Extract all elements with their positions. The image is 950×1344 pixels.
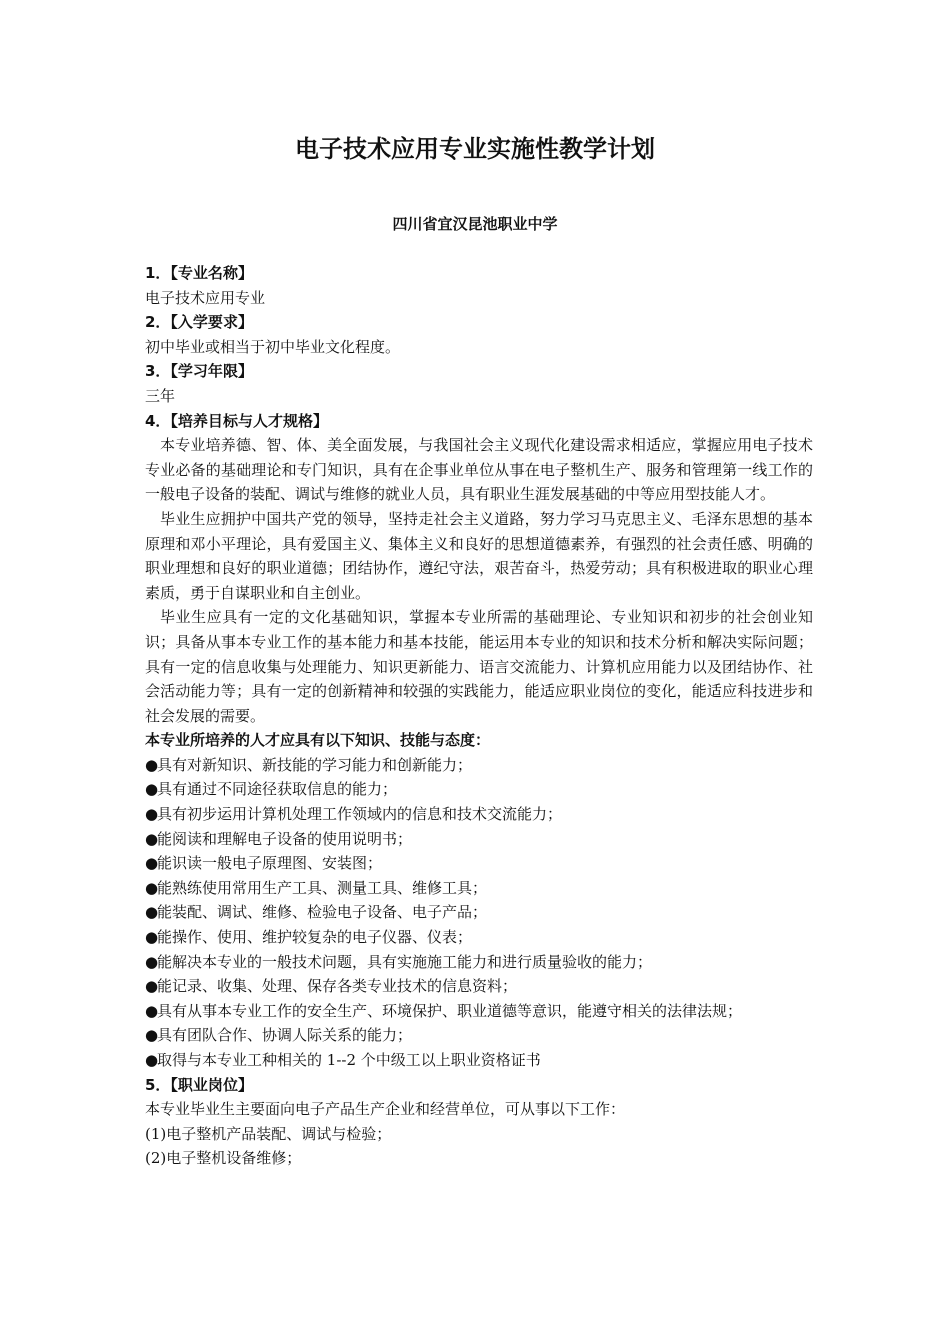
position-item: (1)电子整机产品装配、调试与检验；: [145, 1124, 392, 1143]
skill-text: 能阅读和理解电子设备的使用说明书；: [157, 829, 413, 848]
bullet-icon: ●: [145, 928, 159, 947]
section-heading-major-name: 1．【专业名称】: [145, 264, 253, 282]
bullet-icon: ●: [145, 903, 159, 922]
skill-list-item: [145, 802, 813, 827]
skill-text: 能熟练使用常用生产工具、测量工具、维修工具；: [157, 878, 488, 897]
objectives-paragraph: 本专业培养德、智、体、美全面发展，与我国社会主义现代化建设需求相适应，掌握应用电子技术专业必备的基础理论和专门知识，具有在企事业单位从事在电子整机生产、服务和管理第一线工作的一般电子设备的装配、调试与维修的就业人员，具有职业生涯发展基础的中等应用型技能人才。: [145, 436, 813, 504]
bullet-icon: ●: [145, 1051, 159, 1069]
position-item: (2)电子整机设备维修；: [145, 1149, 302, 1168]
skill-list-item: [145, 777, 813, 802]
bullet-icon: ●: [145, 1026, 159, 1045]
school-name: 四川省宜汉昆池职业中学: [392, 215, 558, 233]
bullet-icon: ●: [145, 977, 159, 996]
bullet-icon: ●: [145, 1001, 159, 1020]
skill-list-item: [145, 925, 813, 950]
skill-list-item: [145, 827, 813, 852]
skill-text: 能装配、调试、维修、检验电子设备、电子产品；: [157, 903, 488, 922]
skill-list-item: [145, 950, 813, 975]
section-heading-duration: 3．【学习年限】: [145, 362, 253, 381]
skill-list-item: [145, 999, 813, 1024]
skill-list-item: [145, 1023, 813, 1048]
skill-text: 能操作、使用、维护较复杂的电子仪器、仪表；: [157, 928, 473, 947]
section-text-major-name: 电子技术应用专业: [145, 288, 266, 307]
skill-list-item: [145, 900, 813, 925]
skill-text: 能识读一般电子原理图、安装图；: [157, 854, 383, 873]
bullet-icon: ●: [145, 952, 159, 971]
section-heading-objectives: 4．【培养目标与人才规格】: [145, 411, 328, 430]
skill-text: 具有从事本专业工作的安全生产、环境保护、职业道德等意识，能遵守相关的法律法规；: [157, 1001, 743, 1020]
section-text-admission: 初中毕业或相当于初中毕业文化程度。: [145, 337, 401, 356]
document-title: 电子技术应用专业实施性教学计划: [295, 135, 655, 163]
skill-text: 能记录、收集、处理、保存各类专业技术的信息资料；: [157, 977, 518, 996]
skill-text: 具有初步运用计算机处理工作领域内的信息和技术交流能力；: [157, 805, 563, 824]
skills-heading: 本专业所培养的人才应具有以下知识、技能与态度：: [145, 731, 491, 750]
skill-text: 取得与本专业工种相关的 1--2 个中级工以上职业资格证书: [157, 1051, 541, 1069]
skill-text: 具有对新知识、新技能的学习能力和创新能力；: [157, 755, 473, 774]
objectives-paragraph: 毕业生应拥护中国共产党的领导，坚持走社会主义道路，努力学习马克思主义、毛泽东思想的基本原理和邓小平理论，具有爱国主义、集体主义和良好的思想道德素养，有强烈的社会责任感、明确的职业理想和良好的职业道德；团结协作，遵纪守法，艰苦奋斗，热爱劳动；具有积极进取的职业心理素质，勇于自谋职业和自主创业。: [145, 509, 813, 602]
section-heading-admission: 2．【入学要求】: [145, 313, 253, 332]
bullet-icon: ●: [145, 829, 159, 848]
positions-intro: 本专业毕业生主要面向电子产品生产企业和经营单位，可从事以下工作：: [145, 1100, 626, 1119]
bullet-icon: ●: [145, 780, 159, 799]
section-text-duration: 三年: [145, 386, 176, 405]
bullet-icon: ●: [145, 854, 159, 873]
bullet-icon: ●: [145, 878, 159, 897]
skill-list-item: [145, 753, 813, 778]
section-heading-positions: 5．【职业岗位】: [145, 1075, 253, 1094]
bullet-icon: ●: [145, 755, 159, 774]
skill-list-item: [145, 1048, 813, 1073]
skill-text: 具有通过不同途径获取信息的能力；: [157, 780, 398, 799]
skill-list-item: [145, 974, 813, 999]
objectives-paragraph: 毕业生应具有一定的文化基础知识，掌握本专业所需的基础理论、专业知识和初步的社会创业知识；具备从事本专业工作的基本能力和基本技能，能运用本专业的知识和技术分析和解决实际问题；具有一定的信息收集与处理能力、知识更新能力、语言交流能力、计算机应用能力以及团结协作、社会活动能力等；具有一定的创新精神和较强的实践能力，能适应职业岗位的变化，能适应科技进步和社会发展的需要。: [145, 608, 813, 725]
skill-list-item: [145, 876, 813, 901]
skill-list-item: [145, 851, 813, 876]
skill-text: 具有团队合作、协调人际关系的能力；: [157, 1026, 413, 1045]
bullet-icon: ●: [145, 805, 159, 824]
skill-text: 能解决本专业的一般技术问题，具有实施施工能力和进行质量验收的能力；: [157, 952, 653, 971]
document-body: [145, 261, 813, 1171]
